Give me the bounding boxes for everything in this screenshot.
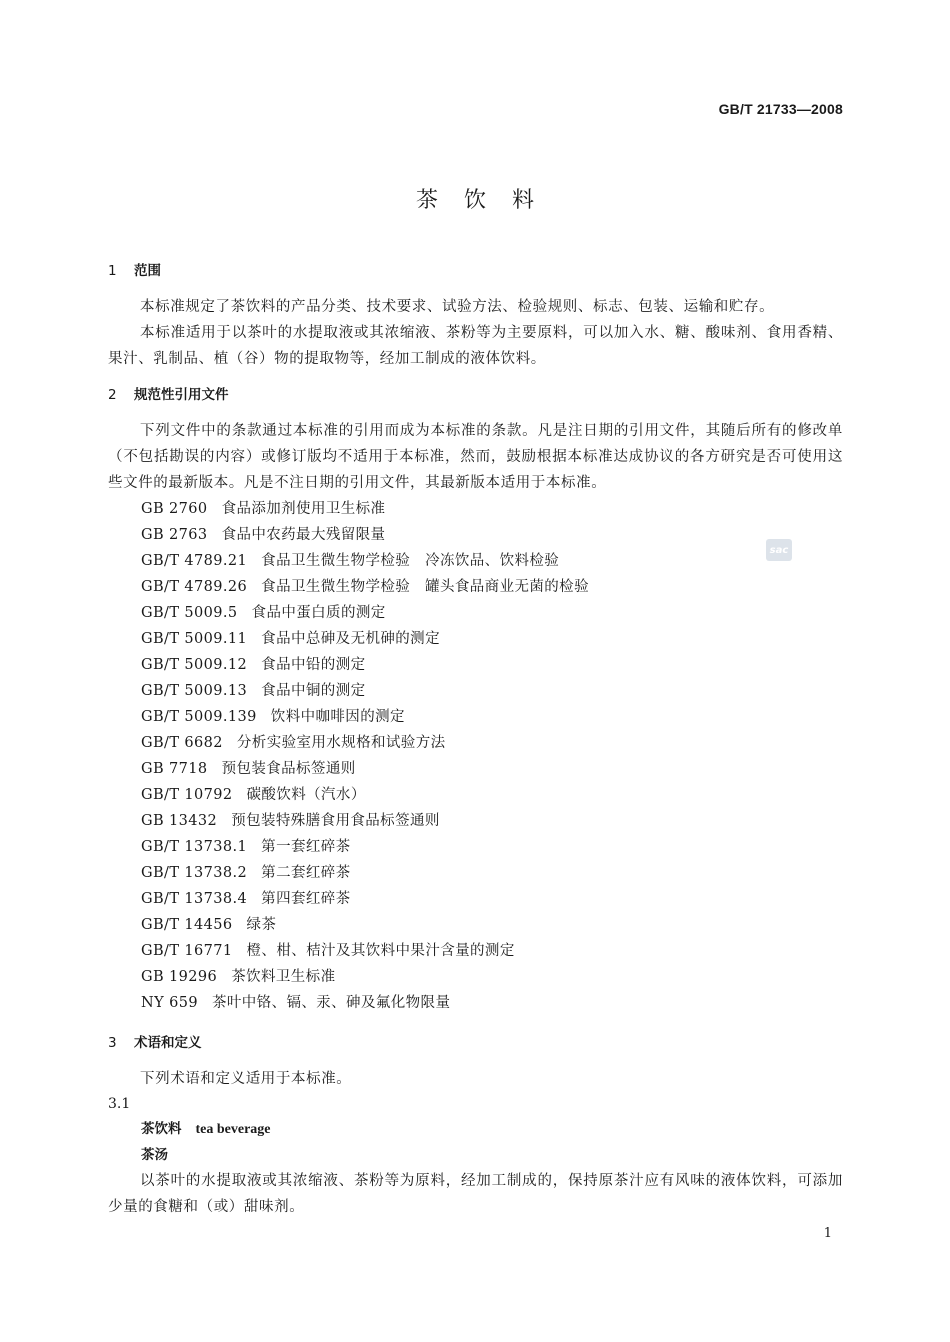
- terms-intro-paragraph: 下列术语和定义适用于本标准。: [140, 1071, 352, 1087]
- reference-item: [141, 704, 843, 730]
- reference-code: GB/T 5009.5: [141, 605, 238, 621]
- reference-title: 第一套红碎茶: [261, 839, 351, 855]
- reference-item: [141, 964, 843, 990]
- reference-title: 预包装食品标签通则: [221, 761, 356, 777]
- reference-code: GB/T 5009.139: [141, 709, 257, 725]
- reference-title: 分析实验室用水规格和试验方法: [236, 735, 446, 751]
- reference-item: [141, 626, 843, 652]
- reference-title: 茶叶中铬、镉、汞、砷及氟化物限量: [211, 995, 451, 1011]
- reference-title: 食品卫生微生物学检验 冷冻饮品、饮料检验: [261, 553, 560, 569]
- scope-paragraph: 本标准适用于以茶叶的水提取液或其浓缩液、茶粉等为主要原料，可以加入水、糖、酸味剂、食用香精、果汁、乳制品、植（谷）物的提取物等，经加工制成的液体饮料。: [108, 325, 843, 367]
- reference-code: GB 13432: [141, 813, 218, 829]
- section-title: 术语和定义: [134, 1035, 202, 1051]
- section-title: 规范性引用文件: [134, 387, 229, 403]
- standard-number: GB/T 21733—2008: [718, 101, 843, 117]
- section-number: 2: [108, 387, 117, 403]
- reference-item: [141, 860, 843, 886]
- reference-item: [141, 730, 843, 756]
- term-definition: 以茶叶的水提取液或其浓缩液、茶粉等为原料，经加工制成的，保持原茶汁应有风味的液体饮料，可添加少量的食糖和（或）甜味剂。: [108, 1173, 843, 1215]
- reference-code: GB/T 4789.21: [141, 553, 248, 569]
- reference-title: 碳酸饮料（汽水）: [246, 787, 366, 803]
- reference-code: GB/T 5009.12: [141, 657, 248, 673]
- reference-code: GB/T 5009.11: [141, 631, 248, 647]
- reference-title: 食品卫生微生物学检验 罐头食品商业无菌的检验: [261, 579, 589, 595]
- scope-paragraph: 本标准规定了茶饮料的产品分类、技术要求、试验方法、检验规则、标志、包装、运输和贮存。: [140, 299, 775, 315]
- reference-title: 绿茶: [246, 917, 277, 933]
- section-number: 3: [108, 1035, 117, 1051]
- reference-code: GB/T 14456: [141, 917, 233, 933]
- reference-item: [141, 652, 843, 678]
- document-title: 茶饮料: [415, 188, 560, 213]
- reference-item: [141, 548, 843, 574]
- reference-item: [141, 834, 843, 860]
- reference-title: 第二套红碎茶: [261, 865, 351, 881]
- reference-title: 食品中蛋白质的测定: [251, 605, 386, 621]
- reference-item: [141, 496, 843, 522]
- reference-item: [141, 522, 843, 548]
- reference-item: [141, 600, 843, 626]
- reference-title: 橙、柑、桔汁及其饮料中果汁含量的测定: [246, 943, 515, 959]
- reference-item: [141, 990, 843, 1016]
- reference-code: GB/T 13738.2: [141, 865, 248, 881]
- term-name-en: tea beverage: [195, 1122, 271, 1137]
- reference-code: GB/T 10792: [141, 787, 233, 803]
- references-intro-paragraph: 下列文件中的条款通过本标准的引用而成为本标准的条款。凡是注日期的引用文件，其随后所有的修改单（不包括勘误的内容）或修订版均不适用于本标准，然而，鼓励根据本标准达成协议的各方研究是否可使用这些文件的最新版本。凡是不注日期的引用文件，其最新版本适用于本标准。: [108, 423, 843, 491]
- reference-item: [141, 808, 843, 834]
- reference-title: 食品添加剂使用卫生标准: [221, 501, 386, 517]
- reference-title: 第四套红碎茶: [261, 891, 351, 907]
- reference-item: [141, 938, 843, 964]
- reference-title: 食品中农药最大残留限量: [221, 527, 386, 543]
- reference-item: [141, 782, 843, 808]
- reference-title: 预包装特殊膳食用食品标签通则: [231, 813, 440, 829]
- reference-code: GB/T 6682: [141, 735, 223, 751]
- section-1-heading: [108, 258, 843, 284]
- reference-title: 食品中铜的测定: [261, 683, 366, 699]
- reference-code: NY 659: [141, 995, 198, 1011]
- reference-code: GB/T 5009.13: [141, 683, 248, 699]
- section-number: 1: [108, 263, 117, 279]
- reference-title: 茶饮料卫生标准: [231, 969, 336, 985]
- reference-title: 食品中铅的测定: [261, 657, 366, 673]
- reference-code: GB 7718: [141, 761, 208, 777]
- reference-code: GB/T 13738.1: [141, 839, 248, 855]
- reference-code: GB 19296: [141, 969, 218, 985]
- reference-list: [108, 496, 843, 1016]
- section-3-heading: [108, 1030, 843, 1056]
- reference-title: 食品中总砷及无机砷的测定: [261, 631, 440, 647]
- reference-item: [141, 886, 843, 912]
- sac-watermark-icon: sac: [766, 539, 792, 561]
- reference-code: GB/T 4789.26: [141, 579, 248, 595]
- reference-item: [141, 912, 843, 938]
- section-2-heading: [108, 382, 843, 408]
- reference-item: [141, 756, 843, 782]
- reference-code: GB/T 16771: [141, 943, 233, 959]
- reference-item: [141, 574, 843, 600]
- reference-item: [141, 678, 843, 704]
- reference-code: GB 2763: [141, 527, 208, 543]
- reference-code: GB 2760: [141, 501, 208, 517]
- page-number: 1: [823, 1226, 832, 1241]
- term-number: 3.1: [108, 1096, 131, 1112]
- term-name-cn: 茶饮料: [141, 1121, 182, 1137]
- reference-title: 饮料中咖啡因的测定: [270, 709, 405, 725]
- document-body: [108, 258, 843, 1220]
- reference-code: GB/T 13738.4: [141, 891, 248, 907]
- term-alt-name: 茶汤: [141, 1147, 168, 1163]
- section-title: 范围: [134, 263, 161, 279]
- term-name: [108, 1116, 843, 1142]
